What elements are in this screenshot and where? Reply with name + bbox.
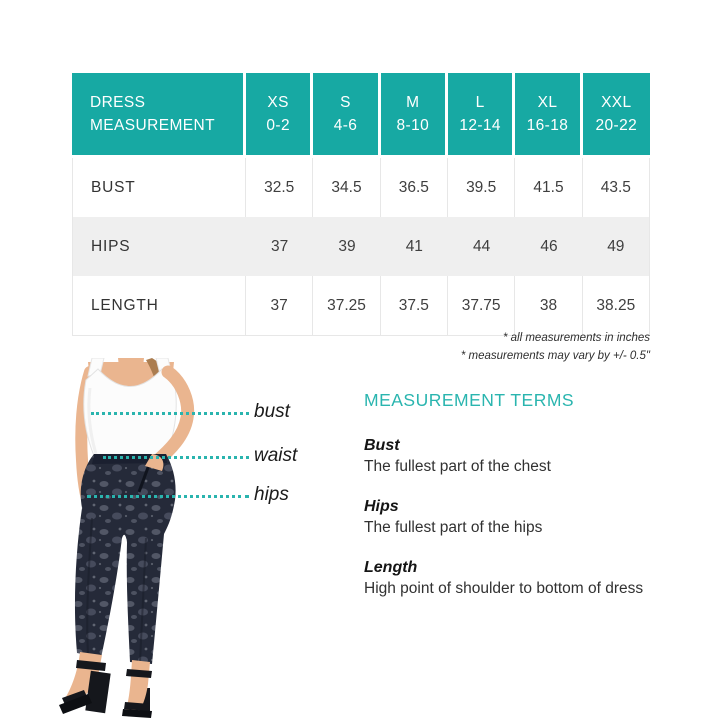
size-name: XL: [537, 94, 558, 111]
hips-value-xs: 37: [246, 217, 313, 276]
hips-value-s: 39: [313, 217, 380, 276]
header-size-s: [313, 73, 380, 158]
term-def-hips: The fullest part of the hips: [364, 519, 543, 536]
waist-label: waist: [254, 445, 298, 466]
header-size-m: [381, 73, 448, 158]
term-def-bust: The fullest part of the chest: [364, 458, 551, 475]
header-size-xs: [246, 73, 313, 158]
term-item-bust: [364, 436, 694, 477]
table-row-hips: [72, 217, 650, 276]
length-value-xl: 38: [515, 276, 582, 336]
size-range: 0-2: [266, 117, 290, 134]
length-value-xxl: 38.25: [583, 276, 650, 336]
terms-title: MEASUREMENT TERMS: [364, 390, 575, 410]
header-measurement-line1: DRESS: [90, 94, 146, 111]
term-name-hips: Hips: [364, 498, 399, 515]
hips-value-l: 44: [448, 217, 515, 276]
bust-value-l: 39.5: [448, 158, 515, 217]
bust-value-xxl: 43.5: [583, 158, 650, 217]
size-name: XS: [267, 94, 289, 111]
measurement-terms-section: [364, 390, 694, 619]
bust-value-s: 34.5: [313, 158, 380, 217]
header-measurement-cell: [72, 73, 246, 158]
size-table: [72, 73, 650, 336]
header-measurement-line2: MEASUREMENT: [90, 117, 215, 134]
bust-value-xl: 41.5: [515, 158, 582, 217]
bust-value-m: 36.5: [381, 158, 448, 217]
term-item-length: [364, 558, 694, 599]
header-size-xl: [515, 73, 582, 158]
table-row-length: [72, 276, 650, 336]
header-size-l: [448, 73, 515, 158]
bust-guide-line: [91, 412, 249, 415]
hips-value-xl: 46: [515, 217, 582, 276]
size-name: M: [406, 94, 420, 111]
term-name-bust: Bust: [364, 437, 400, 454]
size-range: 8-10: [396, 117, 430, 134]
waist-guide-line: [103, 456, 249, 459]
term-item-hips: [364, 497, 694, 538]
table-row-bust: [72, 158, 650, 217]
size-range: 4-6: [333, 117, 358, 134]
term-def-length: High point of shoulder to bottom of dress: [364, 580, 644, 597]
hips-value-m: 41: [381, 217, 448, 276]
row-label-length: LENGTH: [72, 276, 246, 336]
length-value-xs: 37: [246, 276, 313, 336]
header-size-xxl: [583, 73, 650, 158]
bust-label: bust: [254, 401, 290, 422]
size-name: L: [475, 94, 485, 111]
size-range: 12-14: [459, 117, 501, 134]
hips-guide-line: [87, 495, 249, 498]
row-label-bust: BUST: [72, 158, 246, 217]
footnote-units: * all measurements in inches: [502, 332, 650, 344]
hips-value-xxl: 49: [583, 217, 650, 276]
size-range: 16-18: [526, 117, 569, 134]
bust-value-xs: 32.5: [246, 158, 313, 217]
hips-label: hips: [254, 484, 289, 505]
size-name: XXL: [601, 94, 632, 111]
length-value-m: 37.5: [381, 276, 448, 336]
length-value-l: 37.75: [448, 276, 515, 336]
term-name-length: Length: [364, 559, 418, 576]
size-name: S: [340, 94, 351, 111]
length-value-s: 37.25: [313, 276, 380, 336]
row-label-hips: HIPS: [72, 217, 246, 276]
table-header-row: [72, 73, 650, 158]
footnote-variance: * measurements may vary by +/- 0.5": [460, 350, 650, 362]
size-range: 20-22: [595, 117, 638, 134]
